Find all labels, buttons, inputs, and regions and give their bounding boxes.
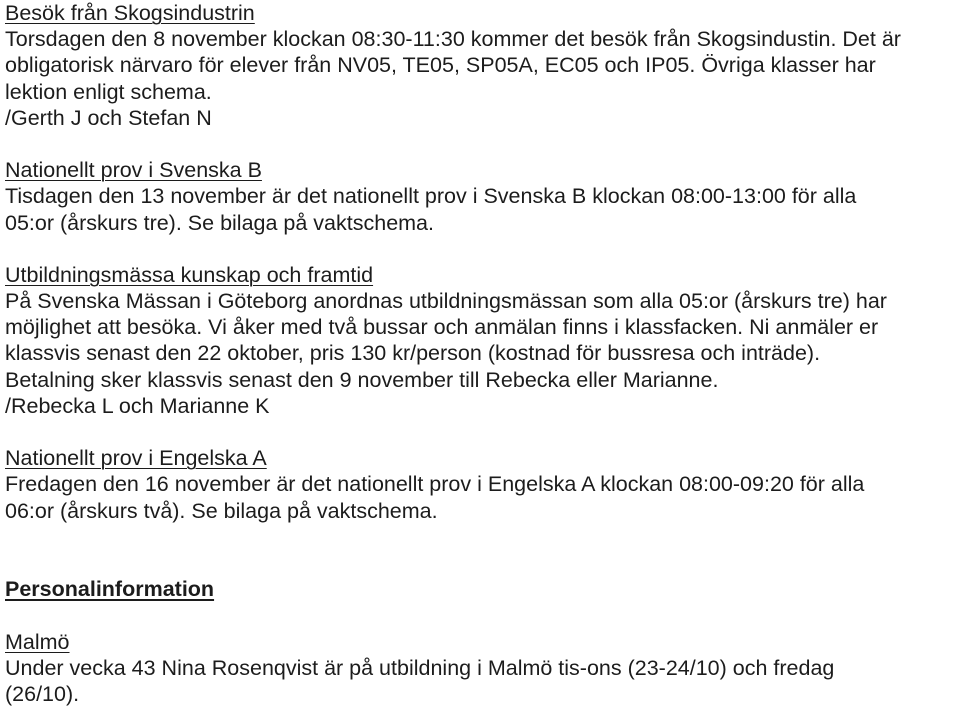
notice-text-line: Tisdagen den 13 november är det nationellt prov i Svenska B klockan 08:00-13:00 för alla xyxy=(5,184,857,209)
notice-nationellt-prov-svenska xyxy=(5,157,960,236)
personal-item-heading: Malmö xyxy=(5,629,70,654)
personal-item-text-line: Under vecka 43 Nina Rosenqvist är på utbildning i Malmö tis-ons (23-24/10) och fredag xyxy=(5,655,835,680)
notice-heading: Utbildningsmässa kunskap och framtid xyxy=(5,262,374,287)
notice-heading: Besök från Skogsindustrin xyxy=(5,1,255,25)
notice-text-line: På Svenska Mässan i Göteborg anordnas utbildningsmässan som alla 05:or (årskurs tre) har xyxy=(5,289,887,314)
category-heading: Personalinformation xyxy=(5,577,215,602)
notice-signature: /Gerth J och Stefan N xyxy=(5,105,212,130)
notice-skogsindustrin xyxy=(5,0,960,131)
personal-item-text-line: (26/10). xyxy=(5,681,80,706)
notice-heading: Nationellt prov i Engelska A xyxy=(5,446,267,471)
notice-nationellt-prov-engelska xyxy=(5,445,960,524)
notice-text-line: möjlighet att besöka. Vi åker med två bussar och anmälan finns i klassfacken. Ni anmäler er xyxy=(5,315,879,340)
personal-category xyxy=(5,576,960,602)
notice-text-line: Torsdagen den 8 november klockan 08:30-11:30 kommer det besök från Skogsindustin. Det är xyxy=(5,27,901,52)
personal-item-malmo xyxy=(5,629,960,708)
notice-text-line: Fredagen den 16 november är det nationellt prov i Engelska A klockan 08:00-09:20 för alla xyxy=(5,472,865,497)
notice-heading: Nationellt prov i Svenska B xyxy=(5,158,262,183)
notice-text-line: Betalning sker klassvis senast den 9 november till Rebecka eller Marianne. xyxy=(5,367,719,392)
notice-text-line: 05:or (årskurs tre). Se bilaga på vaktschema. xyxy=(5,210,434,235)
notice-text-line: klassvis senast den 22 oktober, pris 130 kr/person (kostnad för bussresa och inträde). xyxy=(5,341,821,366)
notice-text-line: obligatorisk närvaro för elever från NV05, TE05, SP05A, EC05 och IP05. Övriga klasser har xyxy=(5,53,876,78)
notice-text-line: 06:or (årskurs två). Se bilaga på vaktschema. xyxy=(5,498,438,523)
notice-text-line: lektion enligt schema. xyxy=(5,79,212,104)
notice-signature: /Rebecka L och Marianne K xyxy=(5,393,270,418)
notice-utbildningsmassa xyxy=(5,262,960,419)
